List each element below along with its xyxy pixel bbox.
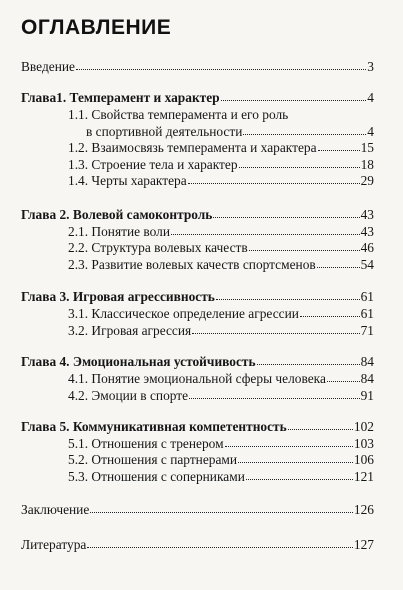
- toc-section-1-1-line1: 1.1. Свойства темперамента и его роль: [68, 107, 289, 122]
- toc-section-label: 2.3. Развитие волевых качеств спортсменов: [68, 257, 316, 272]
- toc-leader-dots: [171, 224, 360, 235]
- toc-leader-dots: [216, 289, 360, 300]
- toc-leader-dots: [192, 323, 359, 334]
- toc-page-number: 43: [360, 224, 374, 239]
- toc-section-2-3: [68, 257, 374, 272]
- toc-leader-dots: [76, 59, 366, 70]
- toc-page-number: 29: [360, 173, 374, 188]
- toc-chapter-5: [21, 419, 374, 434]
- toc-section-label: 4.2. Эмоции в спорте: [68, 388, 189, 403]
- toc-section-5-1: [68, 436, 374, 451]
- toc-section-1-1: [86, 124, 374, 139]
- toc-entry-conclusion: [21, 502, 374, 517]
- toc-leader-dots: [87, 537, 353, 548]
- toc-section-label: 1.3. Строение тела и характер: [68, 157, 238, 172]
- toc-title: ОГЛАВЛЕНИЕ: [21, 16, 172, 39]
- toc-page-number: 18: [360, 157, 374, 172]
- toc-section-5-2: [68, 452, 374, 467]
- toc-page-number: 15: [360, 140, 374, 155]
- toc-section-1-4: [68, 173, 374, 188]
- toc-section-label: 5.3. Отношения с соперниками: [68, 469, 245, 484]
- toc-chapter-label: Глава1. Темперамент и характер: [21, 90, 220, 105]
- toc-section-1-3: [68, 157, 374, 172]
- toc-page-number: 3: [367, 59, 374, 74]
- toc-page-number: 4: [367, 90, 374, 105]
- toc-chapter-3: [21, 289, 374, 304]
- toc-chapter-label: Глава 4. Эмоциональная устойчивость: [21, 354, 256, 369]
- toc-leader-dots: [317, 257, 360, 268]
- toc-leader-dots: [90, 502, 353, 513]
- toc-section-1-2: [68, 140, 374, 155]
- toc-leader-dots: [225, 436, 353, 447]
- toc-leader-dots: [221, 90, 367, 101]
- toc-chapter-2: [21, 207, 374, 222]
- toc-leader-dots: [327, 371, 360, 382]
- toc-entry-label: Литература: [21, 537, 87, 552]
- toc-section-label: 4.1. Понятие эмоциональной сферы человека: [68, 371, 326, 386]
- toc-page-number: 61: [360, 289, 374, 304]
- toc-leader-dots: [257, 354, 360, 365]
- toc-page-number: 46: [360, 240, 374, 255]
- toc-chapter-label: Глава 5. Коммуникативная компетентность: [21, 419, 287, 434]
- toc-section-3-2: [68, 323, 374, 338]
- toc-entry-literature: [21, 537, 374, 552]
- toc-chapter-label: Глава 2. Волевой самоконтроль: [21, 207, 213, 222]
- toc-entry-intro: [21, 59, 374, 74]
- toc-leader-dots: [288, 419, 353, 430]
- toc-leader-dots: [239, 157, 360, 168]
- toc-leader-dots: [243, 124, 366, 135]
- toc-page-number: 126: [353, 502, 374, 517]
- toc-leader-dots: [189, 388, 360, 399]
- toc-section-3-1: [68, 306, 374, 321]
- toc-page-number: 91: [360, 388, 374, 403]
- toc-chapter-label: Глава 3. Игровая агрессивность: [21, 289, 215, 304]
- toc-leader-dots: [300, 306, 360, 317]
- toc-page-number: 71: [360, 323, 374, 338]
- toc-section-label: 1.4. Черты характера: [68, 173, 187, 188]
- toc-page-number: 43: [360, 207, 374, 222]
- toc-section-4-1: [68, 371, 374, 386]
- toc-page-number: 84: [360, 371, 374, 386]
- toc-page-number: 54: [360, 257, 374, 272]
- toc-leader-dots: [213, 207, 359, 218]
- toc-section-5-3: [68, 469, 374, 484]
- toc-section-label: 3.1. Классическое определение агрессии: [68, 306, 299, 321]
- toc-page-number: 103: [353, 436, 374, 451]
- toc-page-number: 106: [353, 452, 374, 467]
- toc-section-label: 2.1. Понятие воли: [68, 224, 171, 239]
- toc-section-4-2: [68, 388, 374, 403]
- toc-entry-label: Введение: [21, 59, 75, 74]
- toc-leader-dots: [249, 240, 360, 251]
- toc-leader-dots: [318, 140, 360, 151]
- toc-section-2-2: [68, 240, 374, 255]
- toc-page-number: 127: [353, 537, 374, 552]
- toc-section-label: 2.2. Структура волевых качеств: [68, 240, 248, 255]
- toc-section-label: 5.2. Отношения с партнерами: [68, 452, 238, 467]
- toc-leader-dots: [238, 452, 353, 463]
- toc-section-2-1: [68, 224, 374, 239]
- toc-page-number: 121: [353, 469, 374, 484]
- toc-page-number: 102: [353, 419, 374, 434]
- toc-chapter-4: [21, 354, 374, 369]
- toc-page-number: 4: [367, 124, 374, 139]
- toc-leader-dots: [246, 469, 353, 480]
- toc-page-number: 84: [360, 354, 374, 369]
- toc-leader-dots: [188, 173, 360, 184]
- toc-chapter-1: [21, 90, 374, 105]
- toc-page-number: 61: [360, 306, 374, 321]
- toc-section-label: в спортивной деятельности: [86, 124, 243, 139]
- toc-section-label: 3.2. Игровая агрессия: [68, 323, 192, 338]
- toc-entry-label: Заключение: [21, 502, 90, 517]
- toc-section-label: 1.2. Взаимосвязь темперамента и характера: [68, 140, 317, 155]
- toc-section-label: 5.1. Отношения с тренером: [68, 436, 224, 451]
